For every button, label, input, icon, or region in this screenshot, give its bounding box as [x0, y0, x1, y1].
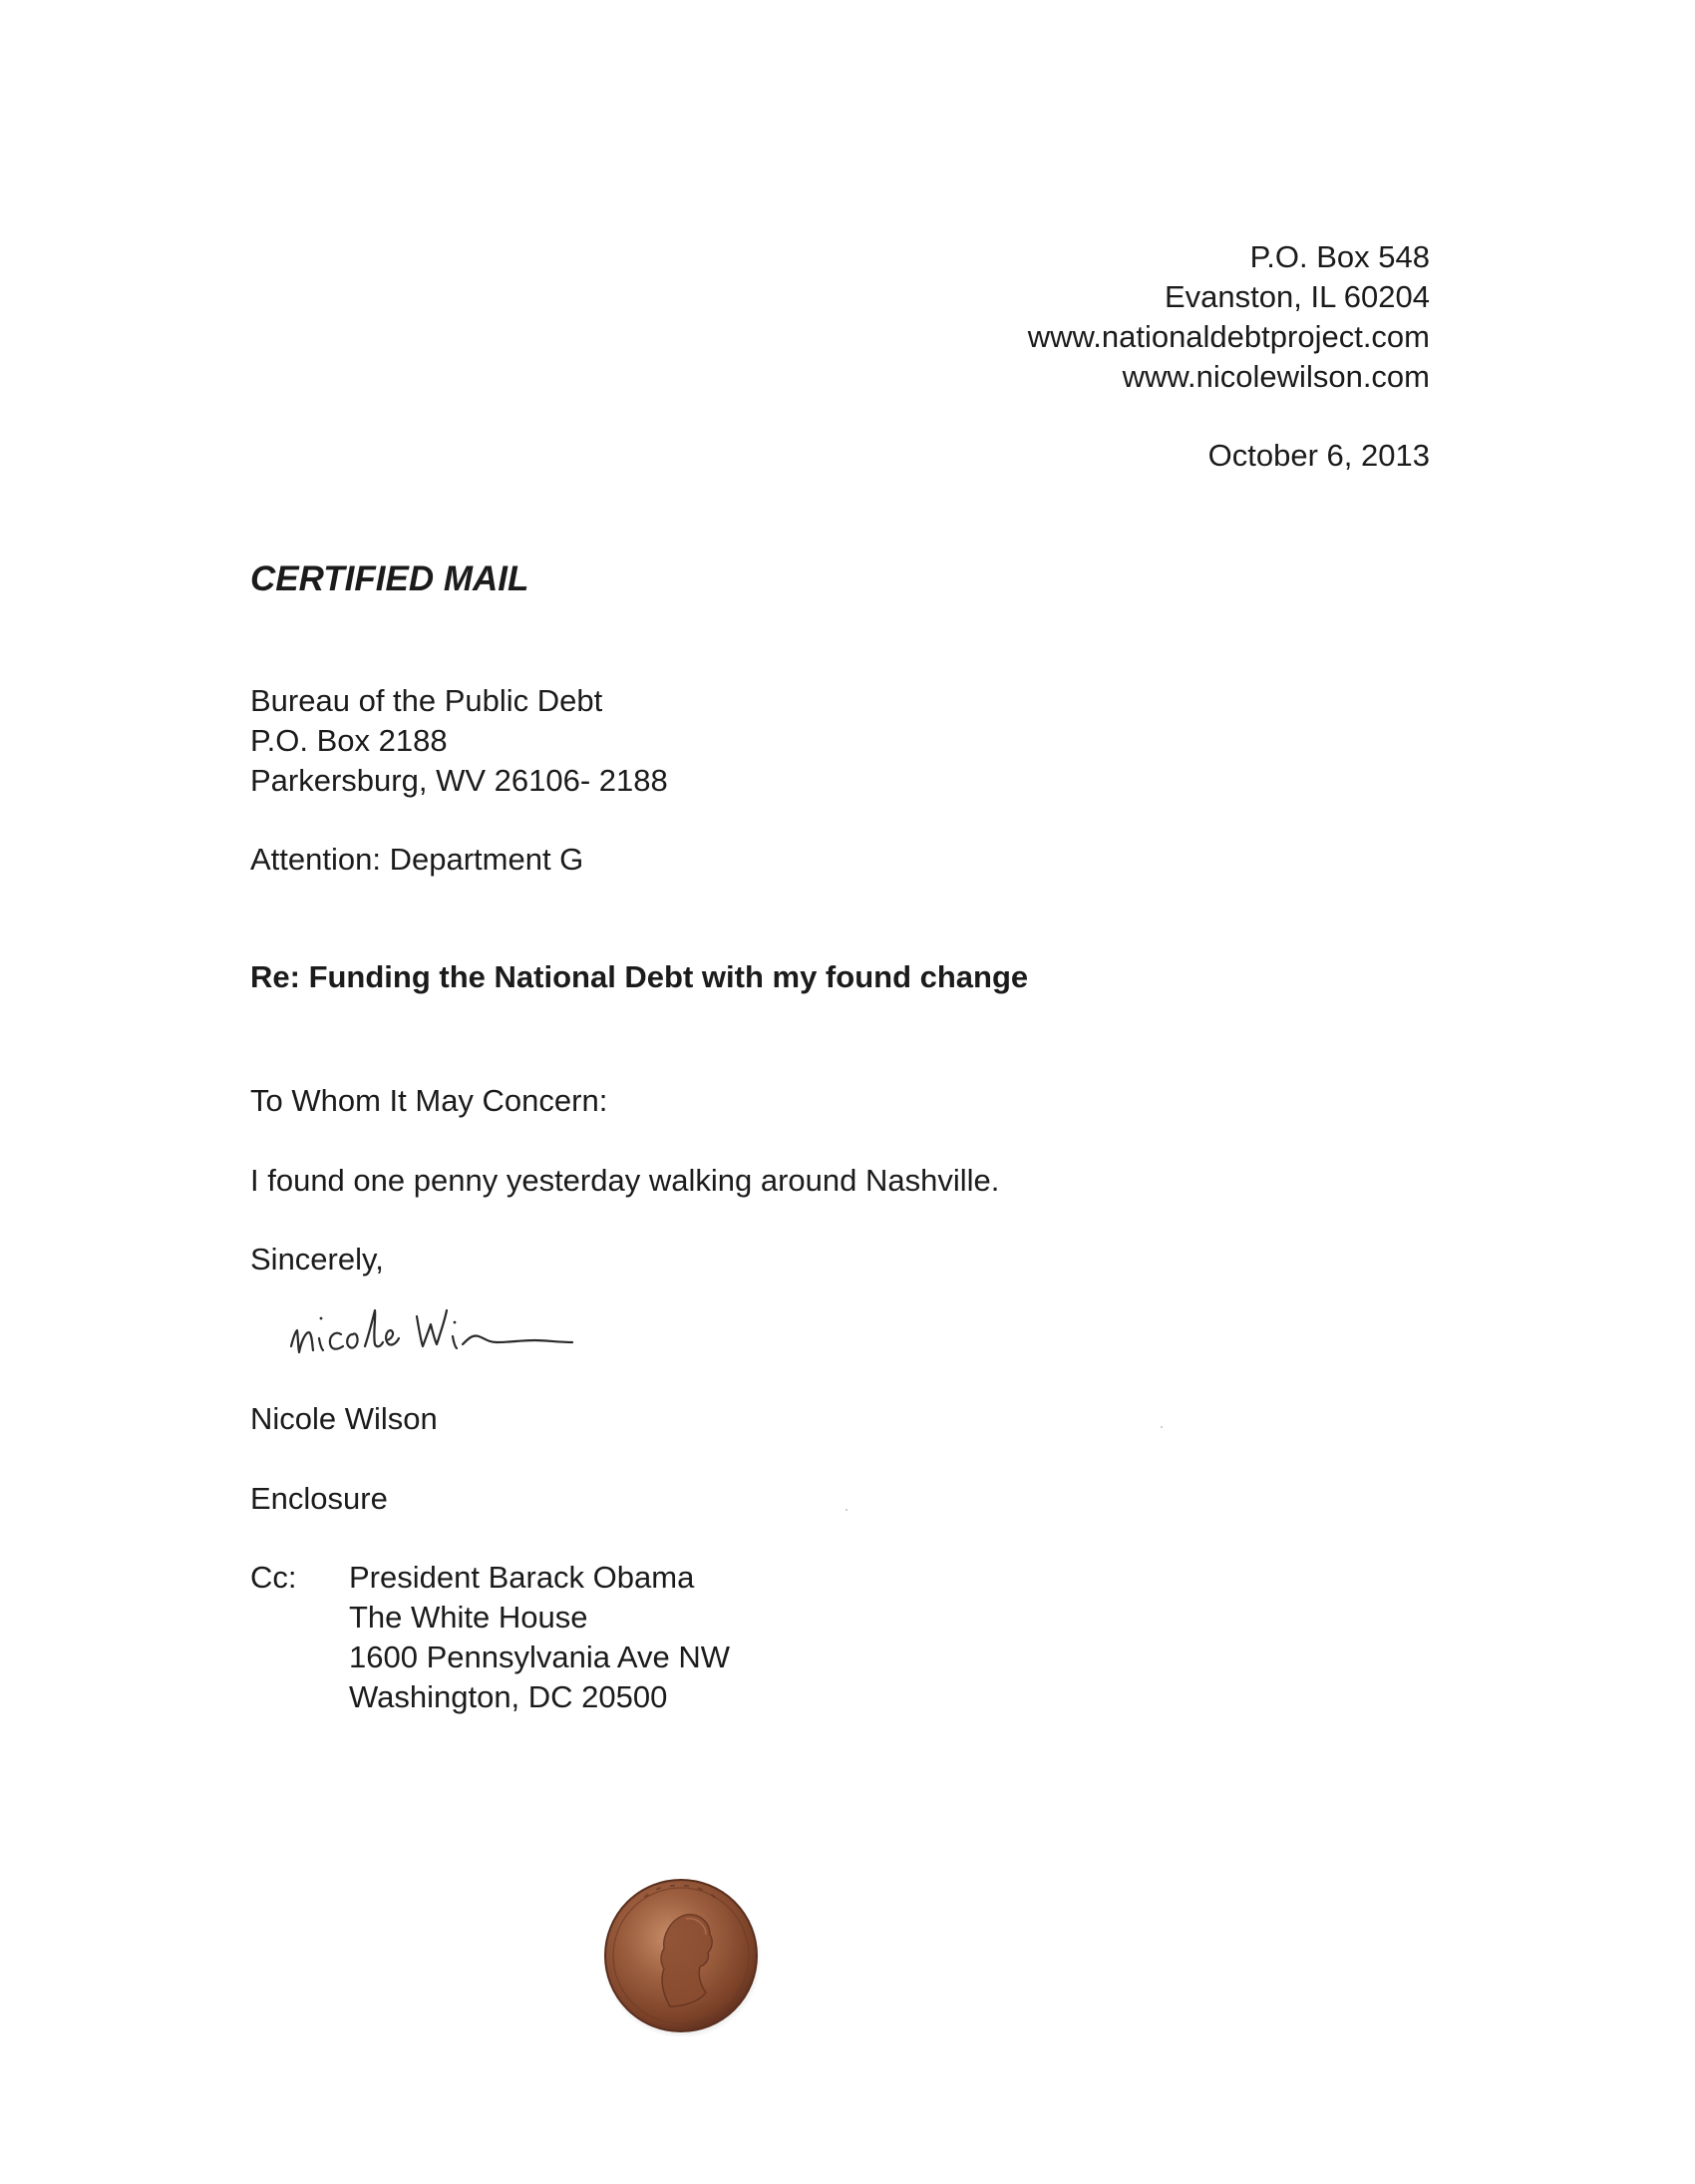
penny-coin [600, 1875, 762, 2036]
cc-line: The White House [349, 1600, 588, 1635]
cc-label: Cc: [250, 1560, 297, 1595]
scan-speck [1161, 1426, 1163, 1428]
cc-line: President Barack Obama [349, 1560, 695, 1595]
cc-line: Washington, DC 20500 [349, 1679, 668, 1714]
cc-line: 1600 Pennsylvania Ave NW [349, 1639, 730, 1674]
recipient-address [250, 681, 668, 801]
return-address-website: www.nationaldebtproject.com [1027, 319, 1430, 354]
return-address-line: Evanston, IL 60204 [1165, 279, 1430, 314]
recipient-line: P.O. Box 2188 [250, 723, 448, 758]
signer-name: Nicole Wilson [250, 1401, 438, 1436]
letter-date: October 6, 2013 [1207, 438, 1430, 473]
scan-speck [846, 1509, 848, 1511]
body-paragraph: I found one penny yesterday walking around Nashville. [250, 1163, 1000, 1198]
recipient-line: Parkersburg, WV 26106- 2188 [250, 763, 668, 798]
attention-line: Attention: Department G [250, 842, 584, 877]
closing: Sincerely, [250, 1242, 384, 1276]
salutation: To Whom It May Concern: [250, 1083, 608, 1118]
return-address-line: P.O. Box 548 [1249, 239, 1430, 274]
cc-recipient [349, 1558, 730, 1717]
recipient-line: Bureau of the Public Debt [250, 683, 603, 718]
delivery-method: CERTIFIED MAIL [250, 559, 529, 598]
handwritten-signature [283, 1288, 602, 1378]
return-address [1028, 237, 1430, 397]
enclosure-note: Enclosure [250, 1481, 388, 1516]
return-address-website: www.nicolewilson.com [1122, 359, 1430, 394]
subject-line: Re: Funding the National Debt with my found change [250, 959, 1029, 994]
